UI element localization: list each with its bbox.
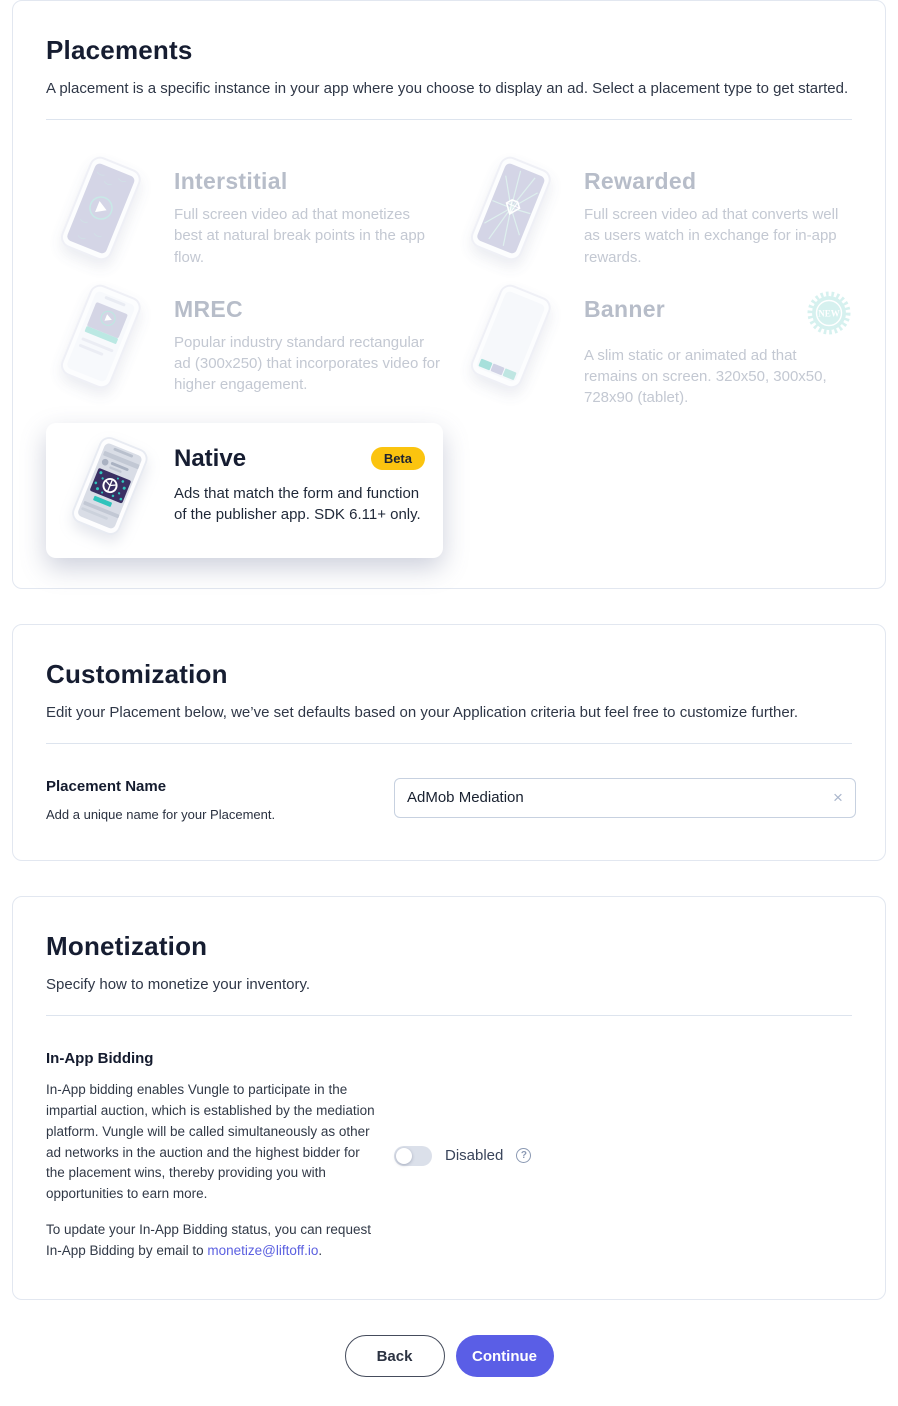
monetize-email-link[interactable]: monetize@liftoff.io bbox=[207, 1243, 319, 1259]
placement-type-title: Rewarded bbox=[584, 168, 697, 194]
placement-type-description: A slim static or animated ad that remains on screen. 320x50, 300x50, 728x90 (tablet). bbox=[584, 346, 827, 407]
placement-type-interstitial[interactable] bbox=[46, 156, 442, 268]
mrec-phone-icon bbox=[46, 284, 158, 394]
customization-title: Customization bbox=[46, 658, 228, 689]
beta-badge: Beta bbox=[371, 447, 425, 470]
banner-phone-icon bbox=[456, 284, 568, 394]
placement-type-title: Banner bbox=[584, 295, 666, 322]
toggle-knob bbox=[396, 1148, 412, 1164]
rewarded-phone-icon bbox=[456, 156, 568, 266]
clear-input-icon[interactable]: × bbox=[828, 788, 848, 808]
divider bbox=[46, 119, 852, 120]
placement-type-mrec[interactable] bbox=[46, 284, 442, 409]
svg-text:NEW: NEW bbox=[818, 308, 840, 319]
placement-type-native-selected[interactable] bbox=[46, 423, 443, 558]
monetization-card bbox=[12, 896, 886, 1300]
placement-type-title: MREC bbox=[174, 295, 243, 322]
placement-type-description: Ads that match the form and function of the publisher app. SDK 6.11+ only. bbox=[174, 484, 421, 523]
divider bbox=[46, 743, 852, 744]
placement-name-input[interactable] bbox=[394, 778, 856, 818]
monetization-title: Monetization bbox=[46, 930, 208, 961]
interstitial-phone-icon bbox=[46, 156, 158, 266]
placement-type-description: Full screen video ad that monetizes best at natural break points in the app flow. bbox=[174, 206, 426, 266]
back-button[interactable]: Back bbox=[345, 1335, 445, 1377]
placement-type-grid bbox=[46, 156, 852, 409]
placement-type-description: Popular industry standard rectangular ad (300x250) that incorporates video for higher engagement. bbox=[174, 333, 440, 394]
in-app-bidding-request-text: To update your In-App Bidding status, you can request In-App Bidding by email to monetize@liftoff.io. bbox=[46, 1222, 371, 1259]
footer-actions bbox=[0, 1335, 898, 1377]
in-app-bidding-description: In-App bidding enables Vungle to participate in the impartial auction, which is established by the mediation platform. Vungle will be called simultaneously as other ad networks in the auction and the highest bidder for the placement wins, thereby providing you with opportunities to earn more. bbox=[46, 1081, 375, 1202]
placements-title: Placements bbox=[46, 35, 193, 65]
divider bbox=[46, 1015, 852, 1016]
new-badge-icon bbox=[806, 290, 852, 336]
placement-type-description: Full screen video ad that converts well as users watch in exchange for in-app rewards. bbox=[584, 206, 839, 266]
placements-card bbox=[12, 0, 886, 589]
placement-name-row bbox=[46, 778, 852, 822]
placement-type-title: Native bbox=[174, 444, 247, 472]
placement-type-banner[interactable] bbox=[456, 284, 852, 409]
placement-type-title: Interstitial bbox=[174, 168, 288, 194]
placements-subtitle: A placement is a specific instance in your app where you choose to display an ad. Select a placement type to get started. bbox=[46, 80, 849, 97]
monetization-subtitle: Specify how to monetize your inventory. bbox=[46, 975, 311, 993]
placement-name-label: Placement Name bbox=[46, 777, 167, 795]
in-app-bidding-label: In-App Bidding bbox=[46, 1049, 154, 1067]
in-app-bidding-toggle[interactable] bbox=[394, 1146, 432, 1166]
placement-name-help: Add a unique name for your Placement. bbox=[46, 806, 276, 822]
in-app-bidding-row bbox=[46, 1050, 852, 1262]
native-phone-icon bbox=[58, 435, 162, 542]
placement-type-rewarded[interactable] bbox=[456, 156, 852, 268]
continue-button[interactable]: Continue bbox=[456, 1335, 554, 1377]
customization-card bbox=[12, 624, 886, 861]
customization-subtitle: Edit your Placement below, we’ve set defaults based on your Application criteria but feel free to customize further. bbox=[46, 703, 799, 721]
in-app-bidding-state: Disabled bbox=[445, 1147, 504, 1165]
help-icon[interactable]: ? bbox=[516, 1148, 531, 1163]
